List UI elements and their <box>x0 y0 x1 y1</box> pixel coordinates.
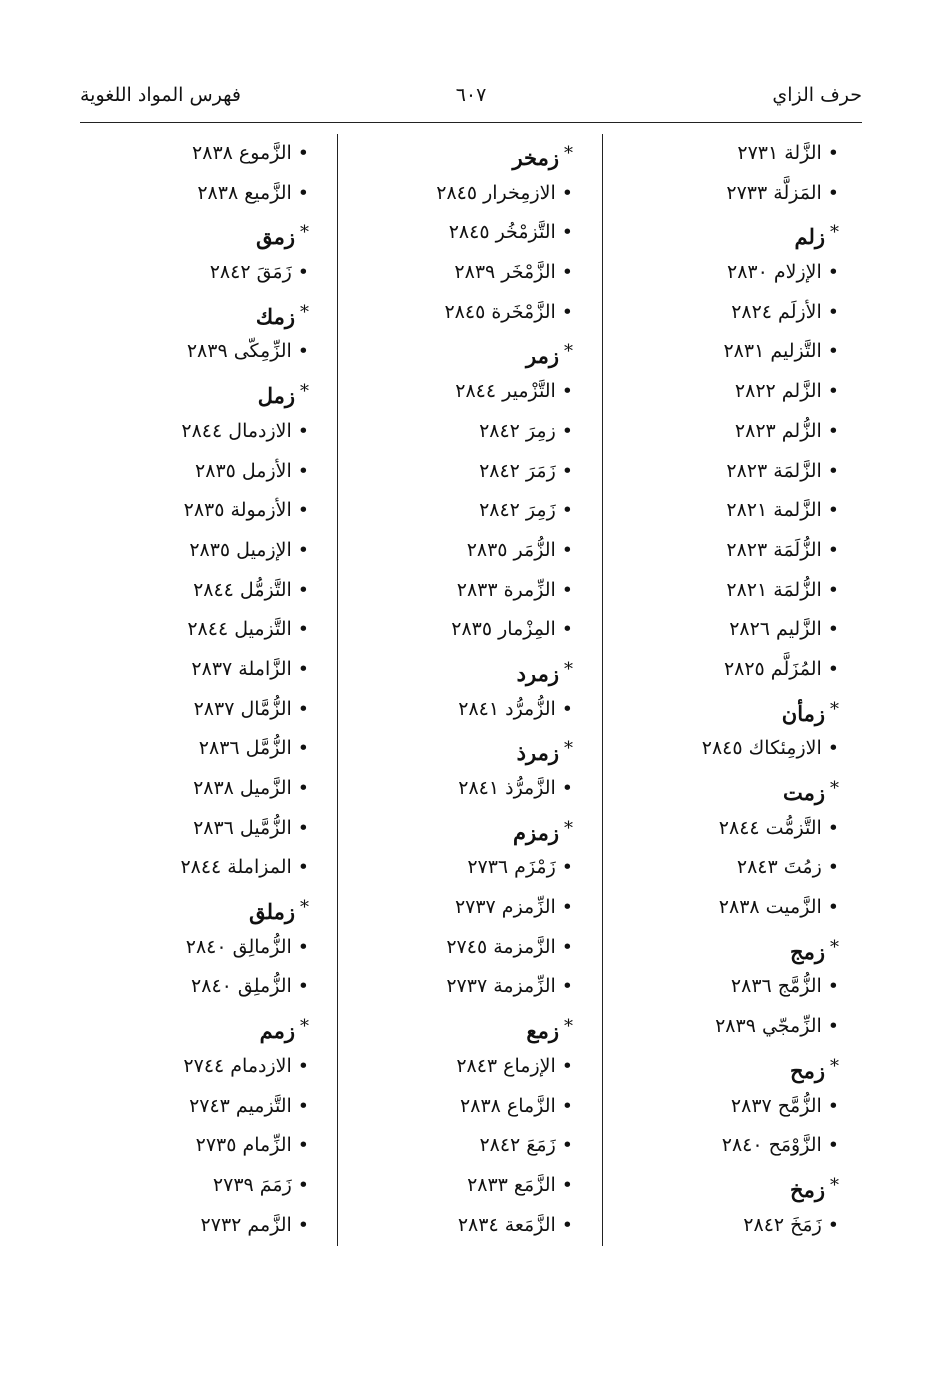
entry-text: المِزْمار ٢٨٣٥ <box>451 618 556 641</box>
word-entry <box>609 888 839 928</box>
bullet-icon: • <box>561 181 573 204</box>
bullet-icon: • <box>297 499 309 522</box>
word-entry <box>609 729 839 769</box>
word-entry <box>609 372 839 412</box>
bullet-icon: • <box>297 1213 309 1236</box>
bullet-icon: • <box>561 697 573 720</box>
bullet-icon: • <box>297 1134 309 1157</box>
word-entry <box>79 769 309 809</box>
word-entry <box>343 412 573 452</box>
entry-text: الزِّمزم ٢٧٣٧ <box>454 896 556 919</box>
root-text: زمج <box>790 938 825 964</box>
entry-text: الزُّمَّح ٢٨٣٧ <box>730 1094 822 1117</box>
word-entry <box>609 1126 839 1166</box>
word-entry <box>609 809 839 849</box>
bullet-icon: • <box>561 777 573 799</box>
entry-text: زَمِرَ ٢٨٤٢ <box>479 499 556 522</box>
bullet-icon: • <box>561 1054 573 1077</box>
column-divider-1 <box>602 134 603 1246</box>
word-entry <box>343 452 573 492</box>
word-entry <box>609 1206 839 1246</box>
word-entry <box>79 967 309 1007</box>
entry-text: الزَّمرُّذ ٢٨٤١ <box>458 777 556 799</box>
entry-text: الزِّمزمة ٢٧٣٧ <box>446 975 556 998</box>
root-heading <box>343 332 573 372</box>
word-entry <box>609 650 839 690</box>
bullet-icon: • <box>297 737 309 760</box>
entry-text: المَزلَّة ٢٧٣٣ <box>726 181 822 204</box>
word-entry <box>79 531 309 571</box>
bullet-icon: • <box>561 1213 573 1236</box>
bullet-icon: • <box>827 618 839 641</box>
entry-text: التَّزمُّت ٢٨٤٤ <box>718 816 822 839</box>
entry-text: الأزلَم ٢٨٢٤ <box>731 300 822 323</box>
root-text: زمم <box>259 1018 295 1044</box>
word-entry <box>343 848 573 888</box>
word-entry <box>79 1087 309 1127</box>
bullet-icon: • <box>827 380 839 403</box>
root-text: زمت <box>782 780 825 805</box>
root-heading <box>79 293 309 333</box>
entry-text: الازدمال ٢٨٤٤ <box>181 419 292 442</box>
asterisk-icon: * <box>564 658 573 680</box>
entry-text: الزَّمَعة ٢٨٣٤ <box>457 1213 556 1236</box>
entry-text: المُزَلَّم ٢٨٢٥ <box>723 657 822 680</box>
root-text: زمل <box>257 383 295 409</box>
bullet-icon: • <box>561 380 573 403</box>
entry-text: الزَّميل ٢٨٣٨ <box>193 777 292 799</box>
bullet-icon: • <box>827 181 839 204</box>
word-entry <box>343 253 573 293</box>
word-entry <box>79 928 309 968</box>
word-entry <box>79 729 309 769</box>
word-entry <box>343 293 573 333</box>
entry-text: الزَّاملة ٢٨٣٧ <box>191 657 292 680</box>
word-entry <box>79 1166 309 1206</box>
word-entry <box>609 332 839 372</box>
root-heading <box>609 1166 839 1206</box>
bullet-icon: • <box>561 221 573 244</box>
asterisk-icon: * <box>830 1174 839 1196</box>
root-text: زمزم <box>513 819 559 845</box>
entry-text: الزَّلم ٢٨٢٢ <box>734 380 822 403</box>
section-title: حرف الزاي <box>772 84 862 106</box>
word-entry <box>343 1206 573 1246</box>
asterisk-icon: * <box>300 1016 309 1038</box>
bullet-icon: • <box>297 261 309 284</box>
bullet-icon: • <box>827 538 839 561</box>
bullet-icon: • <box>297 618 309 641</box>
entry-text: الزُّمَّج ٢٨٣٦ <box>730 975 822 998</box>
bullet-icon: • <box>297 856 309 879</box>
word-entry <box>343 372 573 412</box>
word-entry <box>79 332 309 372</box>
word-entry <box>343 213 573 253</box>
entry-text: الأزمل ٢٨٣٥ <box>195 459 292 482</box>
asterisk-icon: * <box>830 698 839 720</box>
word-entry <box>79 134 309 174</box>
entry-text: التَّزميم ٢٧٤٣ <box>189 1094 292 1117</box>
asterisk-icon: * <box>564 817 573 839</box>
word-entry <box>609 848 839 888</box>
entry-text: الإزلام ٢٨٣٠ <box>727 261 822 284</box>
root-text: زمق <box>256 224 295 250</box>
bullet-icon: • <box>297 975 309 998</box>
bullet-icon: • <box>827 1134 839 1157</box>
word-entry <box>79 174 309 214</box>
entry-text: الزَّمَع ٢٨٣٣ <box>467 1173 556 1196</box>
bullet-icon: • <box>827 816 839 839</box>
root-heading <box>343 1007 573 1047</box>
root-heading <box>609 690 839 730</box>
root-heading <box>343 809 573 849</box>
asterisk-icon: * <box>830 778 839 799</box>
root-text: زمع <box>526 1018 559 1044</box>
entry-text: الزَّلة ٢٧٣١ <box>737 142 822 164</box>
entry-text: زمُتَ ٢٨٤٣ <box>736 856 822 879</box>
bullet-icon: • <box>827 340 839 363</box>
entry-text: الزُّمالِق ٢٨٤٠ <box>185 935 292 958</box>
column-divider-2 <box>337 134 338 1246</box>
entry-text: الزُّلم ٢٨٢٣ <box>734 419 822 442</box>
root-text: زلم <box>794 224 825 250</box>
entry-text: الزُّمَّل ٢٨٣٦ <box>198 737 292 760</box>
word-entry <box>79 809 309 849</box>
word-entry <box>79 610 309 650</box>
entry-text: التَّزميل ٢٨٤٤ <box>187 618 292 641</box>
bullet-icon: • <box>561 1094 573 1117</box>
word-entry <box>343 769 573 809</box>
page-number: ٦٠٧ <box>455 84 487 106</box>
bullet-icon: • <box>297 1094 309 1117</box>
entry-text: زَمْزَم ٢٧٣٦ <box>467 856 556 879</box>
word-entry <box>79 571 309 611</box>
asterisk-icon: * <box>300 381 309 403</box>
bullet-icon: • <box>297 340 309 363</box>
word-entry <box>343 1087 573 1127</box>
entry-text: الزَّلمة ٢٨٢١ <box>726 499 822 522</box>
asterisk-icon: * <box>564 143 573 164</box>
word-entry <box>609 174 839 214</box>
word-entry <box>343 174 573 214</box>
root-text: زمرذ <box>516 740 559 766</box>
entry-text: الزُّمَر ٢٨٣٥ <box>466 538 556 561</box>
bullet-icon: • <box>827 459 839 482</box>
word-entry <box>609 253 839 293</box>
word-entry <box>609 412 839 452</box>
entry-text: زَمَخَ ٢٨٤٢ <box>743 1213 822 1236</box>
word-entry <box>343 888 573 928</box>
bullet-icon: • <box>827 300 839 323</box>
root-heading <box>609 769 839 809</box>
word-entry <box>79 1206 309 1246</box>
bullet-icon: • <box>561 618 573 641</box>
root-heading <box>609 1047 839 1087</box>
root-heading <box>79 372 309 412</box>
asterisk-icon: * <box>564 738 573 760</box>
bullet-icon: • <box>297 657 309 680</box>
word-entry <box>343 1047 573 1087</box>
root-text: زمأن <box>781 700 825 726</box>
bullet-icon: • <box>827 1015 839 1038</box>
entry-text: الزَّمزمة ٢٧٤٥ <box>446 935 556 958</box>
word-entry <box>79 690 309 730</box>
bullet-icon: • <box>827 578 839 601</box>
entry-text: الازدمام ٢٧٤٤ <box>183 1054 292 1077</box>
word-entry <box>609 134 839 174</box>
bullet-icon: • <box>561 538 573 561</box>
entry-text: الزَّماع ٢٨٣٨ <box>460 1094 556 1117</box>
bullet-icon: • <box>297 419 309 442</box>
asterisk-icon: * <box>300 222 309 244</box>
word-entry <box>79 848 309 888</box>
index-title: فهرس المواد اللغوية <box>80 84 242 106</box>
header-rule <box>80 122 862 123</box>
root-heading <box>79 1007 309 1047</box>
bullet-icon: • <box>297 1173 309 1196</box>
asterisk-icon: * <box>830 222 839 244</box>
entry-text: الزَّمْخَر ٢٨٣٩ <box>454 261 556 284</box>
entry-text: زمِرَ ٢٨٤٢ <box>479 419 556 442</box>
bullet-icon: • <box>561 499 573 522</box>
bullet-icon: • <box>297 142 309 164</box>
root-heading <box>343 650 573 690</box>
bullet-icon: • <box>561 935 573 958</box>
entry-text: الزَّلمَة ٢٨٢٣ <box>726 459 822 482</box>
bullet-icon: • <box>561 459 573 482</box>
bullet-icon: • <box>827 657 839 680</box>
word-entry <box>609 967 839 1007</box>
entry-text: الأزمولة ٢٨٣٥ <box>183 499 292 522</box>
bullet-icon: • <box>561 1134 573 1157</box>
bullet-icon: • <box>561 261 573 284</box>
root-heading <box>79 888 309 928</box>
bullet-icon: • <box>561 856 573 879</box>
entry-text: زَمَرَ ٢٨٤٢ <box>479 459 556 482</box>
bullet-icon: • <box>297 777 309 799</box>
index-column-1 <box>609 134 839 1245</box>
entry-text: التَّزمْخُر ٢٨٤٥ <box>448 221 556 244</box>
entry-text: الزَّوْمَح ٢٨٤٠ <box>721 1134 822 1157</box>
asterisk-icon: * <box>300 897 309 919</box>
root-text: زمرد <box>516 660 559 686</box>
word-entry <box>79 650 309 690</box>
word-entry <box>79 491 309 531</box>
word-entry <box>343 531 573 571</box>
root-heading <box>609 213 839 253</box>
bullet-icon: • <box>297 1054 309 1077</box>
bullet-icon: • <box>827 499 839 522</box>
bullet-icon: • <box>297 181 309 204</box>
index-column-3 <box>79 134 309 1245</box>
word-entry <box>343 690 573 730</box>
word-entry <box>609 293 839 333</box>
entry-text: الزُّلَمَة ٢٨٢٣ <box>726 538 822 561</box>
bullet-icon: • <box>297 459 309 482</box>
asterisk-icon: * <box>564 341 573 363</box>
index-column-2 <box>343 134 573 1245</box>
word-entry <box>609 610 839 650</box>
entry-text: المزاملة ٢٨٤٤ <box>180 856 292 879</box>
bullet-icon: • <box>561 300 573 323</box>
bullet-icon: • <box>827 1094 839 1117</box>
bullet-icon: • <box>827 142 839 164</box>
bullet-icon: • <box>297 538 309 561</box>
root-text: زمح <box>790 1057 825 1083</box>
bullet-icon: • <box>297 816 309 839</box>
word-entry <box>609 1087 839 1127</box>
bullet-icon: • <box>561 419 573 442</box>
word-entry <box>79 1047 309 1087</box>
entry-text: الإزميل ٢٨٣٥ <box>189 538 292 561</box>
word-entry <box>343 610 573 650</box>
word-entry <box>609 1007 839 1047</box>
word-entry <box>609 571 839 611</box>
bullet-icon: • <box>827 261 839 284</box>
root-text: زمك <box>255 303 295 329</box>
entry-text: زَمَعَ ٢٨٤٢ <box>479 1134 556 1157</box>
bullet-icon: • <box>827 896 839 919</box>
word-entry <box>609 491 839 531</box>
entry-text: الزَّمم ٢٧٣٢ <box>200 1213 292 1236</box>
root-text: زمخر <box>512 145 559 170</box>
entry-text: الازمِئكاك ٢٨٤٥ <box>701 737 822 760</box>
entry-text: الزُّمرُّد ٢٨٤١ <box>458 697 556 720</box>
bullet-icon: • <box>561 1173 573 1196</box>
bullet-icon: • <box>827 975 839 998</box>
root-heading <box>343 729 573 769</box>
word-entry <box>343 1126 573 1166</box>
word-entry <box>343 1166 573 1206</box>
entry-text: الزِّمام ٢٧٣٥ <box>195 1134 292 1157</box>
asterisk-icon: * <box>564 1016 573 1038</box>
entry-text: التَّزْمير ٢٨٤٤ <box>455 380 556 403</box>
entry-text: الزِّمجّي ٢٨٣٩ <box>715 1015 822 1038</box>
root-text: زمر <box>526 343 559 369</box>
bullet-icon: • <box>827 419 839 442</box>
word-entry <box>609 531 839 571</box>
bullet-icon: • <box>561 975 573 998</box>
entry-text: الزِّمرة ٢٨٣٣ <box>456 578 556 601</box>
word-entry <box>343 571 573 611</box>
bullet-icon: • <box>827 737 839 760</box>
entry-text: التَّزليم ٢٨٣١ <box>723 340 822 363</box>
bullet-icon: • <box>561 578 573 601</box>
bullet-icon: • <box>561 896 573 919</box>
word-entry <box>343 967 573 1007</box>
entry-text: زَمَقَ ٢٨٤٢ <box>209 261 292 284</box>
bullet-icon: • <box>297 578 309 601</box>
bullet-icon: • <box>297 935 309 958</box>
entry-text: الزَّموع ٢٨٣٨ <box>192 142 292 164</box>
entry-text: الزُّملِق ٢٨٤٠ <box>191 975 292 998</box>
asterisk-icon: * <box>830 936 839 958</box>
entry-text: الزَّميع ٢٨٣٨ <box>197 181 292 204</box>
word-entry <box>79 253 309 293</box>
root-heading <box>79 213 309 253</box>
bullet-icon: • <box>827 856 839 879</box>
root-heading <box>343 134 573 174</box>
entry-text: الزُّمَّيل ٢٨٣٦ <box>193 816 292 839</box>
asterisk-icon: * <box>830 1055 839 1077</box>
entry-text: الزَّليم ٢٨٢٦ <box>729 618 822 641</box>
entry-text: الزَّميت ٢٨٣٨ <box>718 896 822 919</box>
word-entry <box>343 928 573 968</box>
root-text: زملق <box>249 899 295 925</box>
word-entry <box>79 1126 309 1166</box>
entry-text: زَمَمَ ٢٧٣٩ <box>212 1173 292 1196</box>
bullet-icon: • <box>827 1213 839 1236</box>
entry-text: الزُّمَّال ٢٨٣٧ <box>193 697 292 720</box>
entry-text: الزَّمْخَرة ٢٨٤٥ <box>444 300 556 323</box>
entry-text: الزِّمِكّى ٢٨٣٩ <box>186 340 292 363</box>
entry-text: الإزماع ٢٨٤٣ <box>456 1054 556 1077</box>
word-entry <box>609 452 839 492</box>
entry-text: التَّزمُّل ٢٨٤٤ <box>193 578 292 601</box>
word-entry <box>79 452 309 492</box>
root-text: زمخ <box>790 1176 825 1202</box>
page-header <box>80 78 862 118</box>
root-heading <box>609 928 839 968</box>
word-entry <box>79 412 309 452</box>
bullet-icon: • <box>297 697 309 720</box>
entry-text: الازمِخرار ٢٨٤٥ <box>436 181 556 204</box>
word-entry <box>343 491 573 531</box>
asterisk-icon: * <box>300 301 309 323</box>
entry-text: الزُّلمَة ٢٨٢١ <box>726 578 822 601</box>
